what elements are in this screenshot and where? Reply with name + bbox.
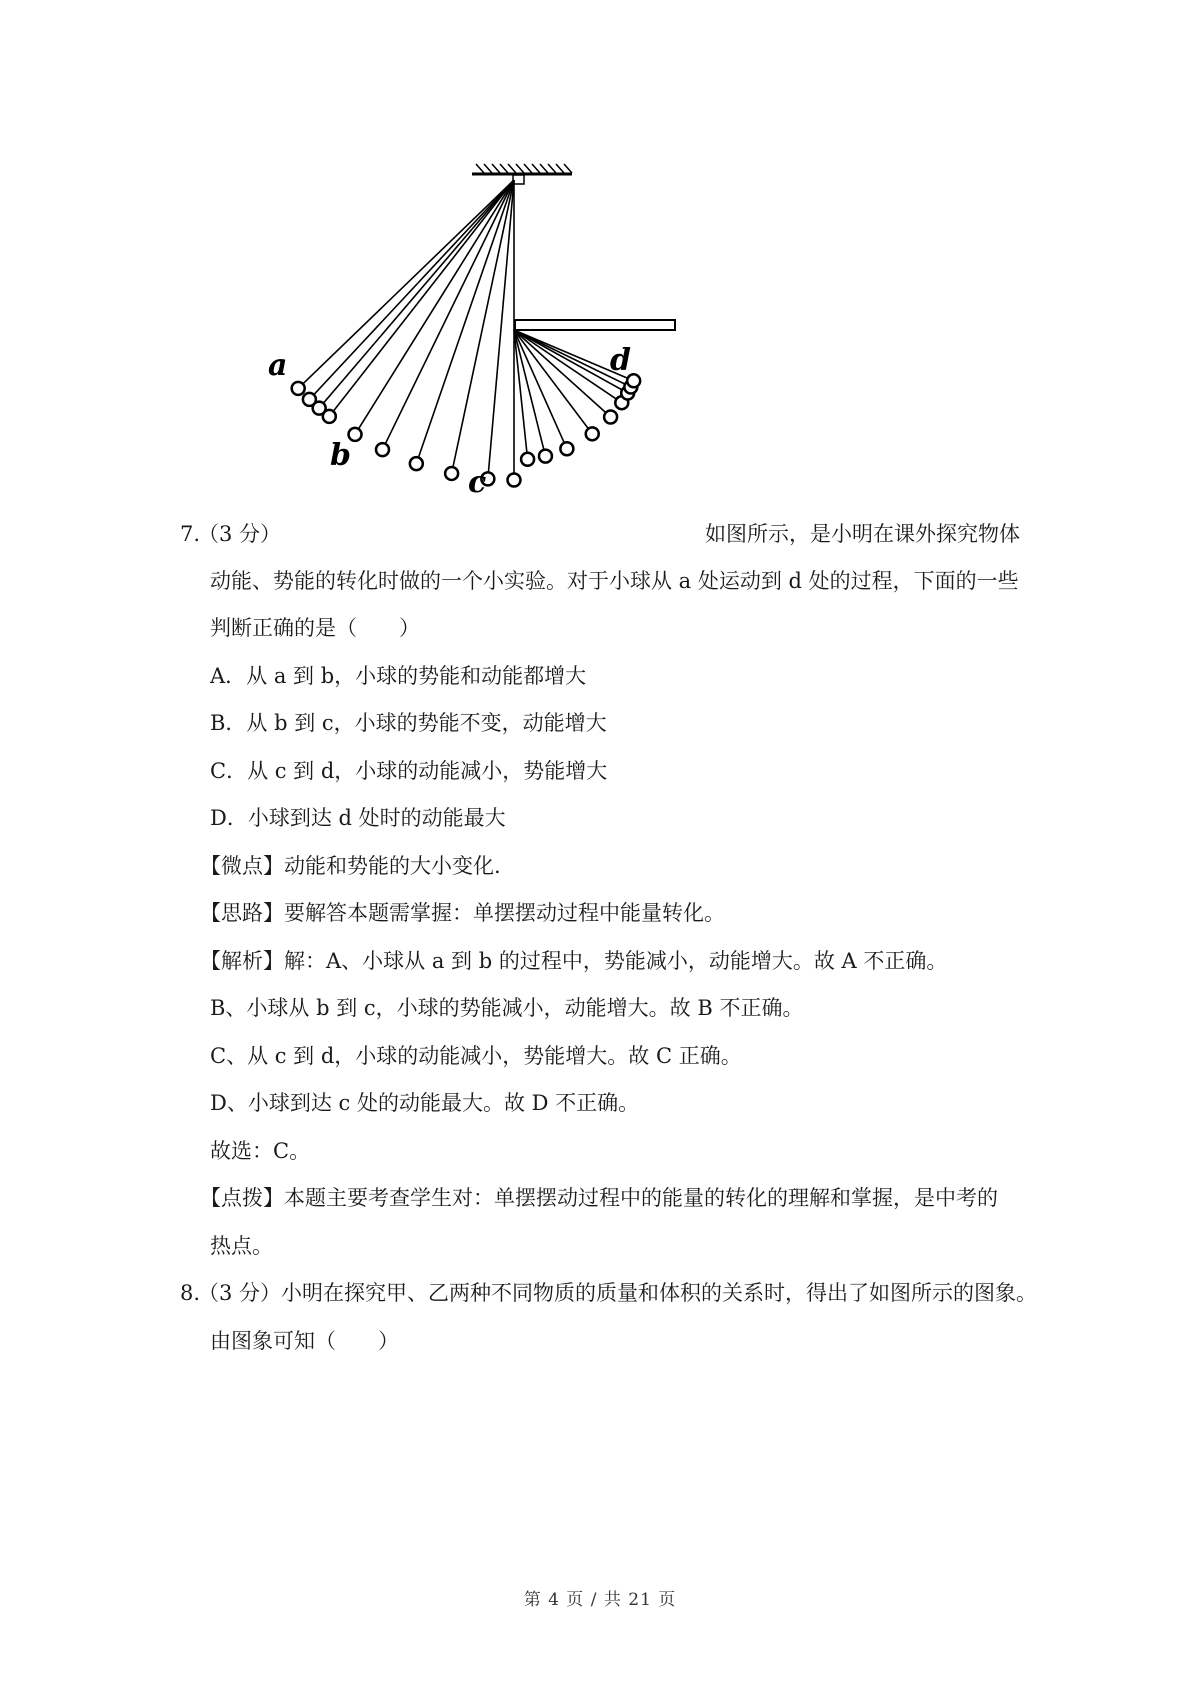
right-pendulum-ball [560, 442, 573, 455]
q7-stem-line1: 如图所示，是小明在课外探究物体 [705, 522, 1020, 546]
q7-comment-1: 【点拨】本题主要考查学生对：单摆摆动过程中的能量的转化的理解和掌握，是中考的 [200, 1186, 998, 1210]
left-swing-group [292, 180, 521, 487]
right-pendulum-string [514, 330, 622, 390]
pendulum-diagram [268, 160, 720, 545]
q8-stem-line1: （3 分）小明在探究甲、乙两种不同物质的质量和体积的关系时，得出了如图所示的图象。 [198, 1281, 1038, 1305]
left-pendulum-string [333, 180, 514, 411]
left-pendulum-string [418, 180, 514, 458]
q7-option-d: D．小球到达 d 处时的动能最大 [210, 806, 506, 830]
q8-stem-line2: 由图象可知（ ） [210, 1329, 399, 1353]
q7-comment-2: 热点。 [210, 1234, 273, 1258]
left-pendulum-ball [292, 382, 305, 395]
page-footer: 第 4 页 / 共 21 页 [523, 1590, 677, 1610]
label-d: d [610, 343, 631, 378]
q7-option-c: C．从 c 到 d，小球的动能减小，势能增大 [210, 759, 608, 783]
q7-idea: 【思路】要解答本题需掌握：单摆摆动过程中能量转化。 [200, 901, 725, 925]
ceiling-hatch [476, 164, 572, 173]
q7-option-a: A．从 a 到 b，小球的势能和动能都增大 [210, 664, 587, 688]
q7-analysis-1: 【解析】解：A、小球从 a 到 b 的过程中，势能减小，动能增大。故 A 不正确。 [200, 949, 948, 973]
left-pendulum-ball [445, 467, 458, 480]
left-pendulum-string [358, 180, 514, 429]
left-pendulum-string [303, 180, 514, 384]
left-pendulum-string [323, 180, 514, 403]
q7-answer: 故选：C。 [210, 1139, 311, 1163]
q7-stem-line3: 判断正确的是（ ） [210, 616, 420, 640]
q7-analysis-4: D、小球到达 c 处的动能最大。故 D 不正确。 [210, 1091, 640, 1115]
right-pendulum-string [514, 330, 527, 453]
right-pendulum-ball [586, 427, 599, 440]
q7-analysis-2: B、小球从 b 到 c，小球的势能减小，动能增大。故 B 不正确。 [210, 996, 804, 1020]
pendulum-figure [268, 160, 720, 545]
left-pendulum-ball [508, 474, 521, 487]
label-a: a [268, 348, 288, 383]
q8-number: 8. [180, 1281, 201, 1305]
q7-analysis-3: C、从 c 到 d，小球的动能减小，势能增大。故 C 正确。 [210, 1044, 742, 1068]
left-pendulum-string [453, 180, 514, 467]
right-pendulum-string [514, 330, 625, 384]
right-pendulum-ball [521, 453, 534, 466]
q7-point: 【微点】动能和势能的大小变化. [200, 854, 501, 878]
q7-option-b: B．从 b 到 c，小球的势能不变，动能增大 [210, 711, 607, 735]
right-pendulum-ball [604, 410, 617, 423]
label-c: c [468, 465, 487, 500]
nail-bar [515, 320, 675, 330]
right-pendulum-ball [539, 450, 552, 463]
q7-number: 7. [180, 522, 201, 546]
q7-stem-line2: 动能、势能的转化时做的一个小实验。对于小球从 a 处运动到 d 处的过程，下面的一些 [210, 569, 1019, 593]
label-b: b [330, 438, 351, 473]
left-pendulum-ball [410, 457, 423, 470]
right-pendulum-string [514, 330, 606, 413]
left-pendulum-ball [323, 410, 336, 423]
left-pendulum-string [314, 180, 514, 395]
q7-score: （3 分） [198, 522, 282, 546]
left-pendulum-ball [376, 443, 389, 456]
